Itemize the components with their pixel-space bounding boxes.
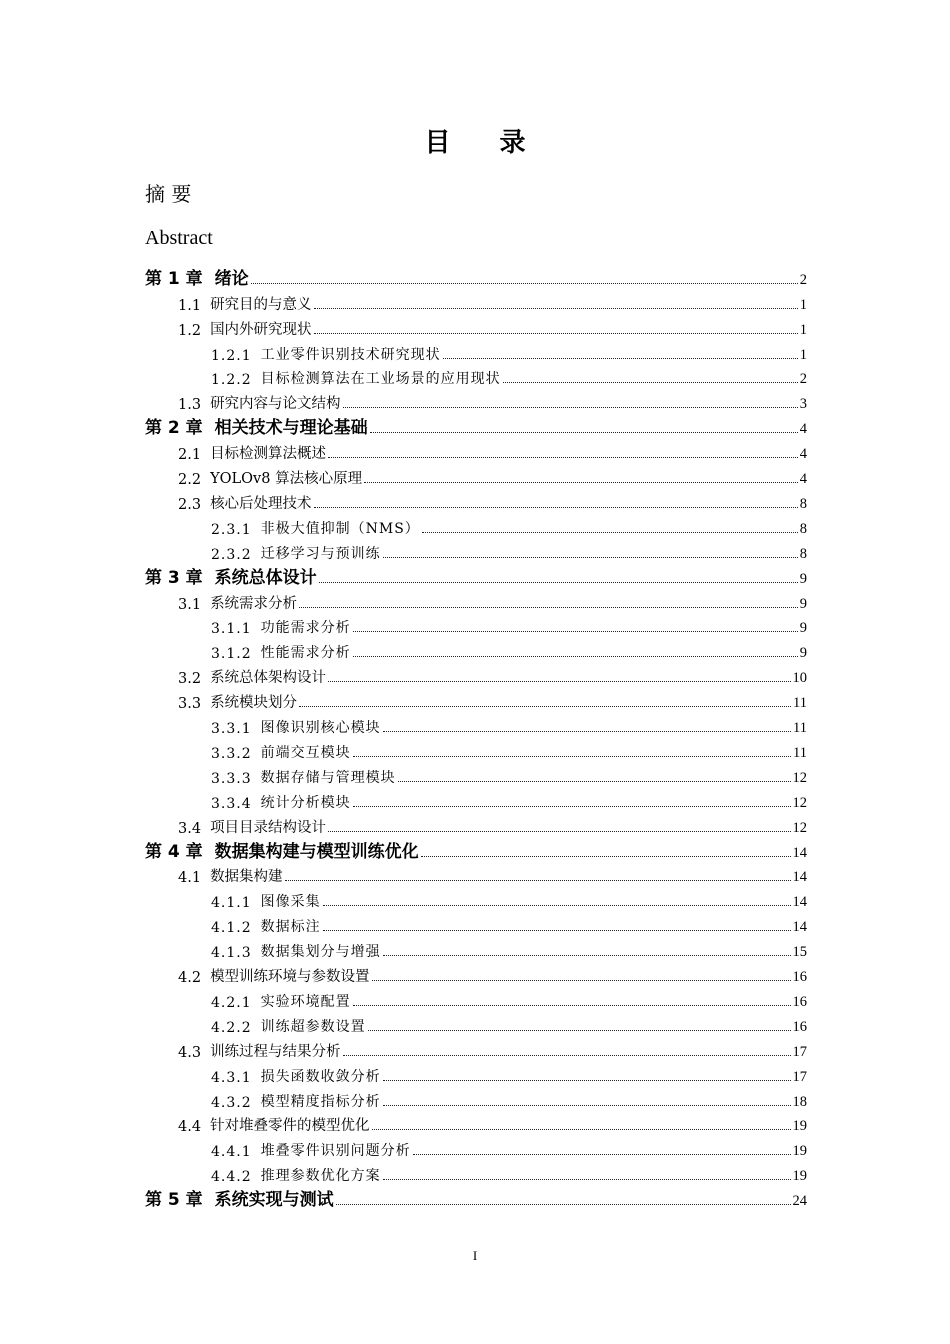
toc-entry[interactable] (211, 762, 807, 787)
toc-entry-number: 4.1.1 (211, 895, 252, 912)
toc-entry-number: 1.1 (178, 297, 202, 314)
toc-entry[interactable] (178, 314, 807, 339)
toc-entry[interactable] (145, 1185, 807, 1210)
toc-entry-page: 12 (792, 794, 807, 811)
toc-entry-title: 数据集划分与增强 (260, 944, 381, 961)
toc-entry-page: 2 (799, 271, 807, 288)
toc-entry-page: 11 (793, 720, 807, 737)
toc-entry-number: 3.2 (178, 671, 202, 688)
toc-entry[interactable] (211, 737, 807, 762)
dot-leader (368, 1030, 791, 1031)
dot-leader (251, 283, 798, 284)
toc-entry-page: 16 (792, 1018, 807, 1035)
toc-entry[interactable] (145, 413, 807, 438)
toc-entry-page: 14 (792, 869, 807, 886)
toc-entry[interactable] (211, 1011, 807, 1036)
toc-entry-title: 训练过程与结果分析 (210, 1043, 341, 1060)
toc-entry[interactable] (178, 1036, 807, 1061)
toc-entry-title: 模型训练环境与参数设置 (210, 969, 370, 986)
toc-entry-title: 绪论 (214, 268, 249, 289)
toc-entry-page: 1 (799, 346, 807, 363)
toc-entry-page: 1 (799, 321, 807, 338)
toc-entry-page: 17 (792, 1043, 807, 1060)
toc-entry-page: 24 (792, 1193, 807, 1210)
dot-leader (422, 532, 798, 533)
toc-entry[interactable] (211, 936, 807, 961)
dot-leader (323, 905, 791, 906)
toc-entry-number: 1.2 (178, 322, 202, 339)
toc-entry-number: 第 2 章 (145, 418, 203, 439)
dot-leader (319, 582, 798, 583)
toc-entry[interactable] (211, 613, 807, 638)
toc-entry-page: 19 (792, 1168, 807, 1185)
toc-entry-number: 3.3.1 (211, 721, 252, 738)
toc-entry-page: 9 (799, 645, 807, 662)
toc-entry[interactable] (211, 1061, 807, 1086)
toc-entry-number: 4.1 (178, 870, 202, 887)
toc-entry-page: 16 (792, 969, 807, 986)
dot-leader (421, 856, 791, 857)
toc-entry[interactable] (178, 862, 807, 887)
toc-entry-title: 系统模块划分 (210, 695, 298, 712)
toc-entry[interactable] (211, 986, 807, 1011)
abstract-en-heading[interactable]: Abstract (145, 227, 213, 249)
dot-leader (370, 432, 798, 433)
toc-entry-title: 系统总体架构设计 (210, 670, 327, 687)
toc-entry-number: 4.4.1 (211, 1144, 252, 1161)
dot-leader (323, 930, 791, 931)
toc-entry[interactable] (211, 1136, 807, 1161)
toc-entry[interactable] (211, 1086, 807, 1111)
toc-entry-page: 9 (799, 570, 807, 587)
toc-entry-title: 系统实现与测试 (214, 1190, 334, 1211)
toc-entry-page: 14 (792, 894, 807, 911)
toc-entry[interactable] (178, 588, 807, 613)
toc-entry[interactable] (211, 787, 807, 812)
toc-entry-number: 4.4.2 (211, 1169, 252, 1186)
page-number-footer: I (472, 1248, 478, 1263)
toc-entry-page: 19 (792, 1118, 807, 1135)
dot-leader (299, 706, 791, 707)
dot-leader (328, 457, 798, 458)
toc-entry-title: 图像识别核心模块 (260, 720, 381, 737)
toc-entry-title: 相关技术与理论基础 (214, 418, 368, 439)
toc-entry-number: 第 3 章 (145, 567, 203, 588)
toc-entry-number: 4.1.3 (211, 945, 252, 962)
dot-leader (314, 308, 798, 309)
dot-leader (364, 482, 798, 483)
toc-entry-title: YOLOv8 算法核心原理 (210, 471, 363, 488)
toc-entry-page: 12 (792, 819, 807, 836)
dot-leader (372, 1129, 791, 1130)
toc-entry-title: 系统需求分析 (210, 595, 298, 612)
toc-entry[interactable] (211, 538, 807, 563)
toc-entry-number: 2.2 (178, 472, 202, 489)
toc-entry-number: 1.2.2 (211, 372, 252, 389)
dot-leader (336, 1204, 791, 1205)
toc-entry[interactable] (211, 364, 807, 389)
toc-entry-page: 4 (799, 421, 807, 438)
toc-entry-title: 核心后处理技术 (210, 495, 312, 512)
toc-entry-page: 14 (792, 919, 807, 936)
toc-entry-title: 项目目录结构设计 (210, 819, 327, 836)
toc-entry[interactable] (178, 812, 807, 837)
toc-entry-number: 4.3.2 (211, 1094, 252, 1111)
toc-entry-number: 第 1 章 (145, 268, 203, 289)
toc-entry-page: 9 (799, 595, 807, 612)
toc-entry-title: 数据集构建 (210, 869, 283, 886)
toc-entry[interactable] (145, 264, 807, 289)
dot-leader (285, 880, 791, 881)
toc-entry-page: 1 (799, 296, 807, 313)
toc-entry-number: 2.3 (178, 496, 202, 513)
toc-entry-title: 推理参数优化方案 (260, 1168, 381, 1185)
toc-entry[interactable] (211, 1160, 807, 1185)
toc-entry-title: 目标检测算法概述 (210, 446, 327, 463)
toc-entry-number: 3.1.1 (211, 621, 252, 638)
toc-entry-title: 模型精度指标分析 (260, 1093, 381, 1110)
toc-entry-number: 3.4 (178, 820, 202, 837)
toc-entry-title: 数据存储与管理模块 (260, 769, 396, 786)
dot-leader (314, 507, 798, 508)
toc-entry-title: 堆叠零件识别问题分析 (260, 1143, 411, 1160)
dot-leader (383, 731, 791, 732)
toc-entry[interactable] (211, 911, 807, 936)
toc-entry-number: 3.3.3 (211, 770, 252, 787)
toc-entry-page: 2 (799, 371, 807, 388)
dot-leader (299, 607, 798, 608)
dot-leader (353, 631, 798, 632)
toc-entry-title: 研究目的与意义 (210, 296, 312, 313)
toc-entry-title: 性能需求分析 (260, 645, 351, 662)
toc-entry[interactable] (178, 463, 807, 488)
toc-entry-page: 4 (799, 471, 807, 488)
dot-leader (343, 407, 798, 408)
toc-entry[interactable] (178, 687, 807, 712)
toc-entry[interactable] (178, 1111, 807, 1136)
toc-entry[interactable] (145, 837, 807, 862)
toc-entry-number: 1.2.1 (211, 347, 252, 364)
toc-entry-title: 数据标注 (260, 919, 321, 936)
toc-entry-page: 12 (792, 769, 807, 786)
toc-entry-number: 4.2 (178, 970, 202, 987)
dot-leader (353, 806, 791, 807)
toc-entry-page: 19 (792, 1143, 807, 1160)
toc-entry-number: 2.3.1 (211, 521, 252, 538)
toc-entry-number: 3.1 (178, 596, 202, 613)
toc-title: 目 录 (424, 128, 546, 158)
toc-entry[interactable] (178, 289, 807, 314)
dot-leader (328, 681, 790, 682)
toc-entry-number: 4.2.1 (211, 994, 252, 1011)
toc-entry-number: 2.3.2 (211, 546, 252, 563)
toc-entry-title: 功能需求分析 (260, 620, 351, 637)
toc-entry-page: 10 (792, 670, 807, 687)
toc-entry-title: 研究内容与论文结构 (210, 396, 341, 413)
toc-entry-title: 图像采集 (260, 894, 321, 911)
toc-entry-number: 4.3.1 (211, 1069, 252, 1086)
toc-entry-page: 8 (799, 545, 807, 562)
toc-entry-title: 数据集构建与模型训练优化 (214, 841, 419, 862)
dot-leader (328, 831, 790, 832)
toc-entry-page: 8 (799, 495, 807, 512)
toc-entry[interactable] (178, 389, 807, 414)
dot-leader (383, 1080, 791, 1081)
abstract-cn-heading[interactable]: 摘 要 (145, 182, 192, 206)
toc-entry-title: 国内外研究现状 (210, 321, 312, 338)
toc-entry[interactable] (211, 513, 807, 538)
toc-entry-page: 9 (799, 620, 807, 637)
dot-leader (383, 1179, 791, 1180)
dot-leader (443, 358, 798, 359)
dot-leader (398, 781, 791, 782)
toc-entry-page: 15 (792, 944, 807, 961)
toc-entry-number: 3.3.2 (211, 745, 252, 762)
toc-entry[interactable] (145, 563, 807, 588)
toc-entry-page: 16 (792, 993, 807, 1010)
dot-leader (314, 333, 798, 334)
toc-entry-title: 训练超参数设置 (260, 1018, 366, 1035)
toc-entry-page: 3 (799, 396, 807, 413)
toc-entry-title: 系统总体设计 (214, 567, 317, 588)
toc-entry-title: 前端交互模块 (260, 744, 351, 761)
dot-leader (343, 1055, 791, 1056)
dot-leader (372, 980, 791, 981)
toc-entry[interactable] (211, 638, 807, 663)
toc-entry-title: 统计分析模块 (260, 794, 351, 811)
dot-leader (383, 955, 791, 956)
toc-entry[interactable] (211, 887, 807, 912)
toc-entry-number: 4.3 (178, 1044, 202, 1061)
toc-entry-page: 14 (792, 844, 807, 861)
toc-entry-number: 4.4 (178, 1119, 202, 1136)
toc-entry[interactable] (178, 488, 807, 513)
toc-entry-title: 实验环境配置 (260, 993, 351, 1010)
toc-entry-number: 第 4 章 (145, 841, 203, 862)
toc-entry-page: 11 (793, 695, 807, 712)
toc-entry-number: 3.1.2 (211, 646, 252, 663)
toc-entry-title: 针对堆叠零件的模型优化 (210, 1118, 370, 1135)
toc-entry[interactable] (178, 662, 807, 687)
dot-leader (353, 1005, 791, 1006)
toc-entry-page: 17 (792, 1068, 807, 1085)
toc-entry[interactable] (178, 961, 807, 986)
dot-leader (353, 656, 798, 657)
toc-entry-number: 4.2.2 (211, 1019, 252, 1036)
toc-entry-title: 目标检测算法在工业场景的应用现状 (260, 371, 501, 388)
toc-entry-number: 1.3 (178, 397, 202, 414)
dot-leader (503, 382, 798, 383)
toc-entry-number: 4.1.2 (211, 920, 252, 937)
toc-entry[interactable] (178, 438, 807, 463)
toc-entry-page: 4 (799, 446, 807, 463)
toc-entry-number: 2.1 (178, 447, 202, 464)
toc-entry-number: 3.3 (178, 696, 202, 713)
dot-leader (383, 557, 798, 558)
toc-entry-title: 非极大值抑制（NMS） (260, 520, 420, 537)
dot-leader (413, 1154, 791, 1155)
toc-entry[interactable] (211, 339, 807, 364)
dot-leader (353, 756, 791, 757)
toc-entry-page: 18 (792, 1093, 807, 1110)
toc-entry-title: 损失函数收敛分析 (260, 1068, 381, 1085)
toc-entry[interactable] (211, 712, 807, 737)
toc-entry-number: 第 5 章 (145, 1190, 203, 1211)
toc-entry-number: 3.3.4 (211, 795, 252, 812)
toc-entry-title: 迁移学习与预训练 (260, 545, 381, 562)
dot-leader (383, 1105, 791, 1106)
toc-entry-page: 8 (799, 520, 807, 537)
toc-entry-title: 工业零件识别技术研究现状 (260, 346, 441, 363)
toc-entry-page: 11 (793, 744, 807, 761)
